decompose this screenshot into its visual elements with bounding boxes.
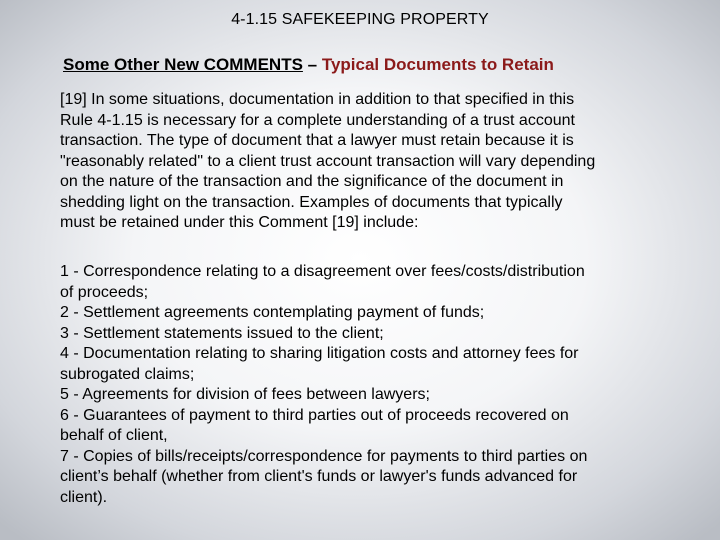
- paragraph-line: transaction. The type of document that a lawyer must retain because it is: [60, 132, 574, 149]
- heading-separator: –: [302, 55, 322, 74]
- paragraph-line: on the nature of the transaction and the significance of the document in: [60, 173, 564, 190]
- paragraph-line: "reasonably related" to a client trust account transaction will vary depending: [60, 152, 596, 170]
- paragraph-line: [19] In some situations, documentation in addition to that specified in this: [60, 91, 575, 108]
- list-item-line: 5 - Agreements for division of fees between lawyers;: [60, 386, 430, 403]
- list-item-line: 2 - Settlement agreements contemplating payment of funds;: [60, 304, 485, 321]
- heading-comments-label: Some Other New COMMENTS: [63, 55, 303, 74]
- list-item-line: 7 - Copies of bills/receipts/correspondence for payments to third parties on: [60, 447, 588, 465]
- list-item-line: 1 - Correspondence relating to a disagreement over fees/costs/distribution: [60, 263, 585, 280]
- slide-title: 4-1.15 SAFEKEEPING PROPERTY: [231, 11, 489, 28]
- list-item-line: of proceeds;: [60, 283, 149, 301]
- list-item-line: client).: [60, 488, 108, 506]
- list-item-line: client’s behalf (whether from client's funds or lawyer's funds advanced for: [60, 468, 578, 485]
- section-heading: [63, 54, 554, 76]
- list-item-line: 4 - Documentation relating to sharing litigation costs and attorney fees for: [60, 345, 579, 362]
- paragraph-line: must be retained under this Comment [19] include:: [60, 214, 419, 231]
- list-item-line: 3 - Settlement statements issued to the client;: [60, 324, 384, 342]
- document-list: [60, 262, 680, 508]
- paragraph-line: Rule 4-1.15 is necessary for a complete understanding of a trust account: [60, 111, 575, 129]
- paragraph-line: shedding light on the transaction. Examples of documents that typically: [60, 193, 563, 211]
- list-item-line: subrogated claims;: [60, 365, 195, 383]
- comment-paragraph: [60, 90, 670, 234]
- list-item-line: 6 - Guarantees of payment to third parties out of proceeds recovered on: [60, 406, 569, 424]
- list-item-line: behalf of client,: [60, 427, 168, 444]
- heading-documents-label: Typical Documents to Retain: [321, 55, 554, 74]
